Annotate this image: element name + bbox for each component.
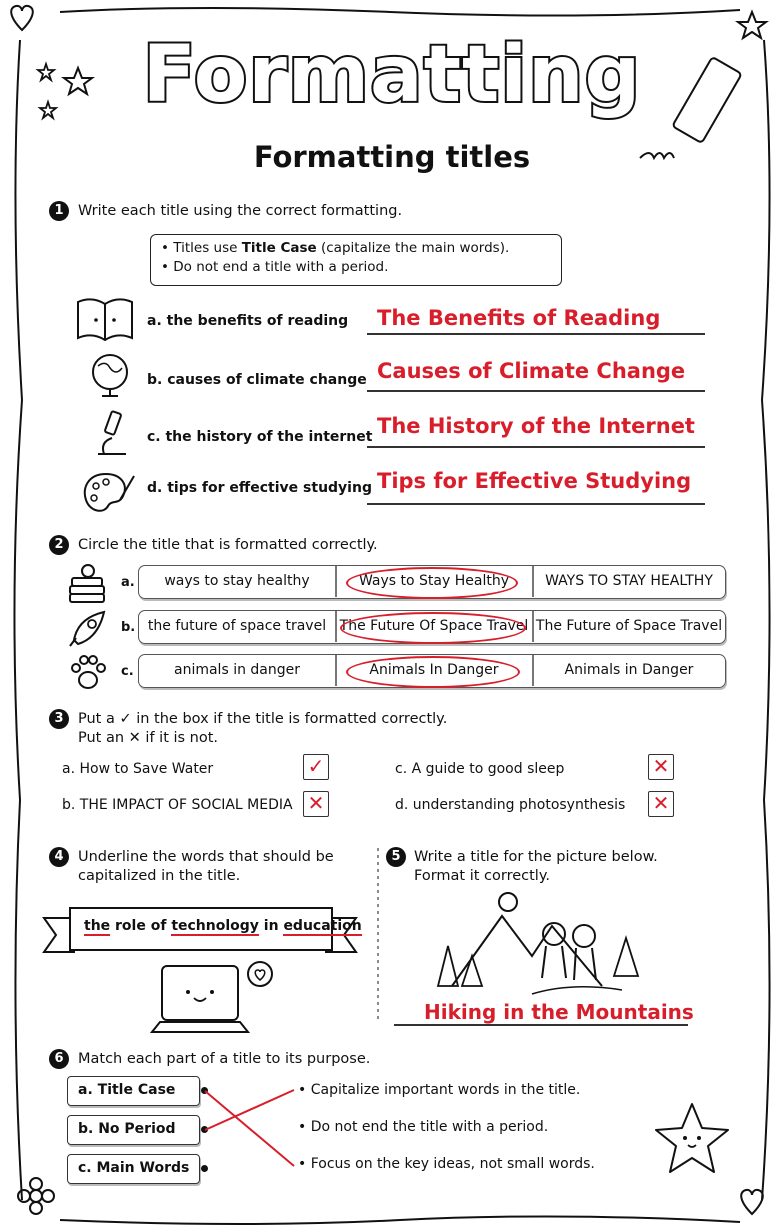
- hiking-picture: [432, 886, 646, 1000]
- q2-option[interactable]: animals in danger: [174, 662, 300, 678]
- answer-line: [367, 333, 705, 335]
- question-number-1: 1: [49, 201, 69, 221]
- q1-answer-a[interactable]: The Benefits of Reading: [377, 306, 661, 330]
- q6-term-c[interactable]: c. Main Words: [67, 1154, 200, 1184]
- page-title: Formatting: [142, 30, 642, 120]
- page-subtitle: Formatting titles: [253, 140, 531, 174]
- question-number-3: 3: [49, 709, 69, 729]
- q3-item-d: d. understanding photosynthesis: [395, 797, 626, 813]
- q3-instruction-1: Put a ✓ in the box if the title is formatted correctly.: [78, 711, 448, 727]
- answer-circle: [346, 567, 518, 599]
- answer-circle: [340, 612, 526, 644]
- q3-item-c: c. A guide to good sleep: [395, 761, 565, 777]
- q6-instruction: Match each part of a title to its purpose.: [78, 1051, 371, 1067]
- globe-icon: [88, 350, 132, 402]
- q2-option[interactable]: ways to stay healthy: [164, 573, 310, 589]
- palette-icon: [80, 470, 136, 516]
- match-lines: [200, 1080, 300, 1180]
- rules-box: [150, 234, 562, 286]
- checkbox[interactable]: ✕: [303, 791, 329, 817]
- question-number-6: 6: [49, 1049, 69, 1069]
- laptop-icon: [150, 958, 280, 1040]
- q1-prompt-c: c. the history of the internet: [147, 429, 373, 445]
- answer-line: [394, 1024, 688, 1026]
- q4-instruction-2: capitalized in the title.: [78, 868, 241, 884]
- row-label-a: a.: [121, 575, 135, 590]
- book-icon: [74, 296, 136, 344]
- q1-prompt-b: b. causes of climate change: [147, 372, 367, 388]
- rule-2: • Do not end a title with a period.: [161, 259, 389, 275]
- q2-option[interactable]: Animals in Danger: [564, 662, 694, 678]
- q2-instruction: Circle the title that is formatted correctly.: [78, 537, 378, 553]
- heart-icon: [741, 1190, 763, 1214]
- q2-option[interactable]: the future of space travel: [147, 618, 327, 634]
- question-number-5: 5: [386, 847, 406, 867]
- rocket-icon: [66, 608, 110, 648]
- question-number-2: 2: [49, 535, 69, 555]
- q1-answer-b[interactable]: Causes of Climate Change: [377, 359, 686, 383]
- q6-term-b[interactable]: b. No Period: [67, 1115, 200, 1145]
- checkbox[interactable]: ✕: [648, 754, 674, 780]
- microscope-icon: [90, 408, 134, 460]
- q1-prompt-a: a. the benefits of reading: [147, 313, 349, 329]
- answer-line: [367, 446, 705, 448]
- rule-1: • Titles use Title Case (capitalize the main words).: [161, 240, 510, 256]
- answer-line: [367, 503, 705, 505]
- q1-answer-d[interactable]: Tips for Effective Studying: [377, 469, 692, 493]
- q3-item-b: b. THE IMPACT OF SOCIAL MEDIA: [62, 797, 293, 813]
- answer-line: [367, 390, 705, 392]
- q2-option[interactable]: WAYS TO STAY HEALTHY: [545, 573, 713, 589]
- q5-instruction-2: Format it correctly.: [414, 868, 550, 884]
- star-character-icon: [646, 1098, 738, 1178]
- q5-answer[interactable]: Hiking in the Mountains: [424, 1000, 694, 1024]
- q6-definition-1: • Capitalize important words in the title.: [298, 1082, 581, 1098]
- q1-answer-c[interactable]: The History of the Internet: [377, 414, 695, 438]
- q1-instruction: Write each title using the correct formatting.: [78, 203, 403, 219]
- q5-instruction-1: Write a title for the picture below.: [414, 849, 658, 865]
- q2-option[interactable]: Animals In Danger: [369, 662, 499, 678]
- q2-option[interactable]: The Future of Space Travel: [535, 618, 723, 634]
- q4-instruction-1: Underline the words that should be: [78, 849, 334, 865]
- heart-icon: [11, 6, 33, 30]
- q6-term-a[interactable]: a. Title Case: [67, 1076, 200, 1106]
- q6-definition-2: • Do not end the title with a period.: [298, 1119, 549, 1135]
- books-icon: [66, 562, 110, 604]
- row-label-c: c.: [121, 664, 134, 679]
- q1-prompt-d: d. tips for effective studying: [147, 480, 372, 496]
- flower-icon: [18, 1178, 54, 1214]
- checkbox[interactable]: ✕: [648, 791, 674, 817]
- q2-option[interactable]: The Future Of Space Travel: [339, 618, 529, 634]
- q6-definition-3: • Focus on the key ideas, not small words.: [298, 1156, 595, 1172]
- q3-item-a: a. How to Save Water: [62, 761, 214, 777]
- checkbox[interactable]: ✓: [303, 754, 329, 780]
- q3-instruction-2: Put an ✕ if it is not.: [78, 730, 219, 746]
- q2-option[interactable]: Ways to Stay Healthy: [358, 573, 509, 589]
- paw-icon: [68, 652, 108, 692]
- answer-circle: [346, 656, 520, 688]
- row-label-b: b.: [121, 620, 136, 635]
- banner-title: the role of technology in education: [84, 918, 362, 934]
- question-number-4: 4: [49, 847, 69, 867]
